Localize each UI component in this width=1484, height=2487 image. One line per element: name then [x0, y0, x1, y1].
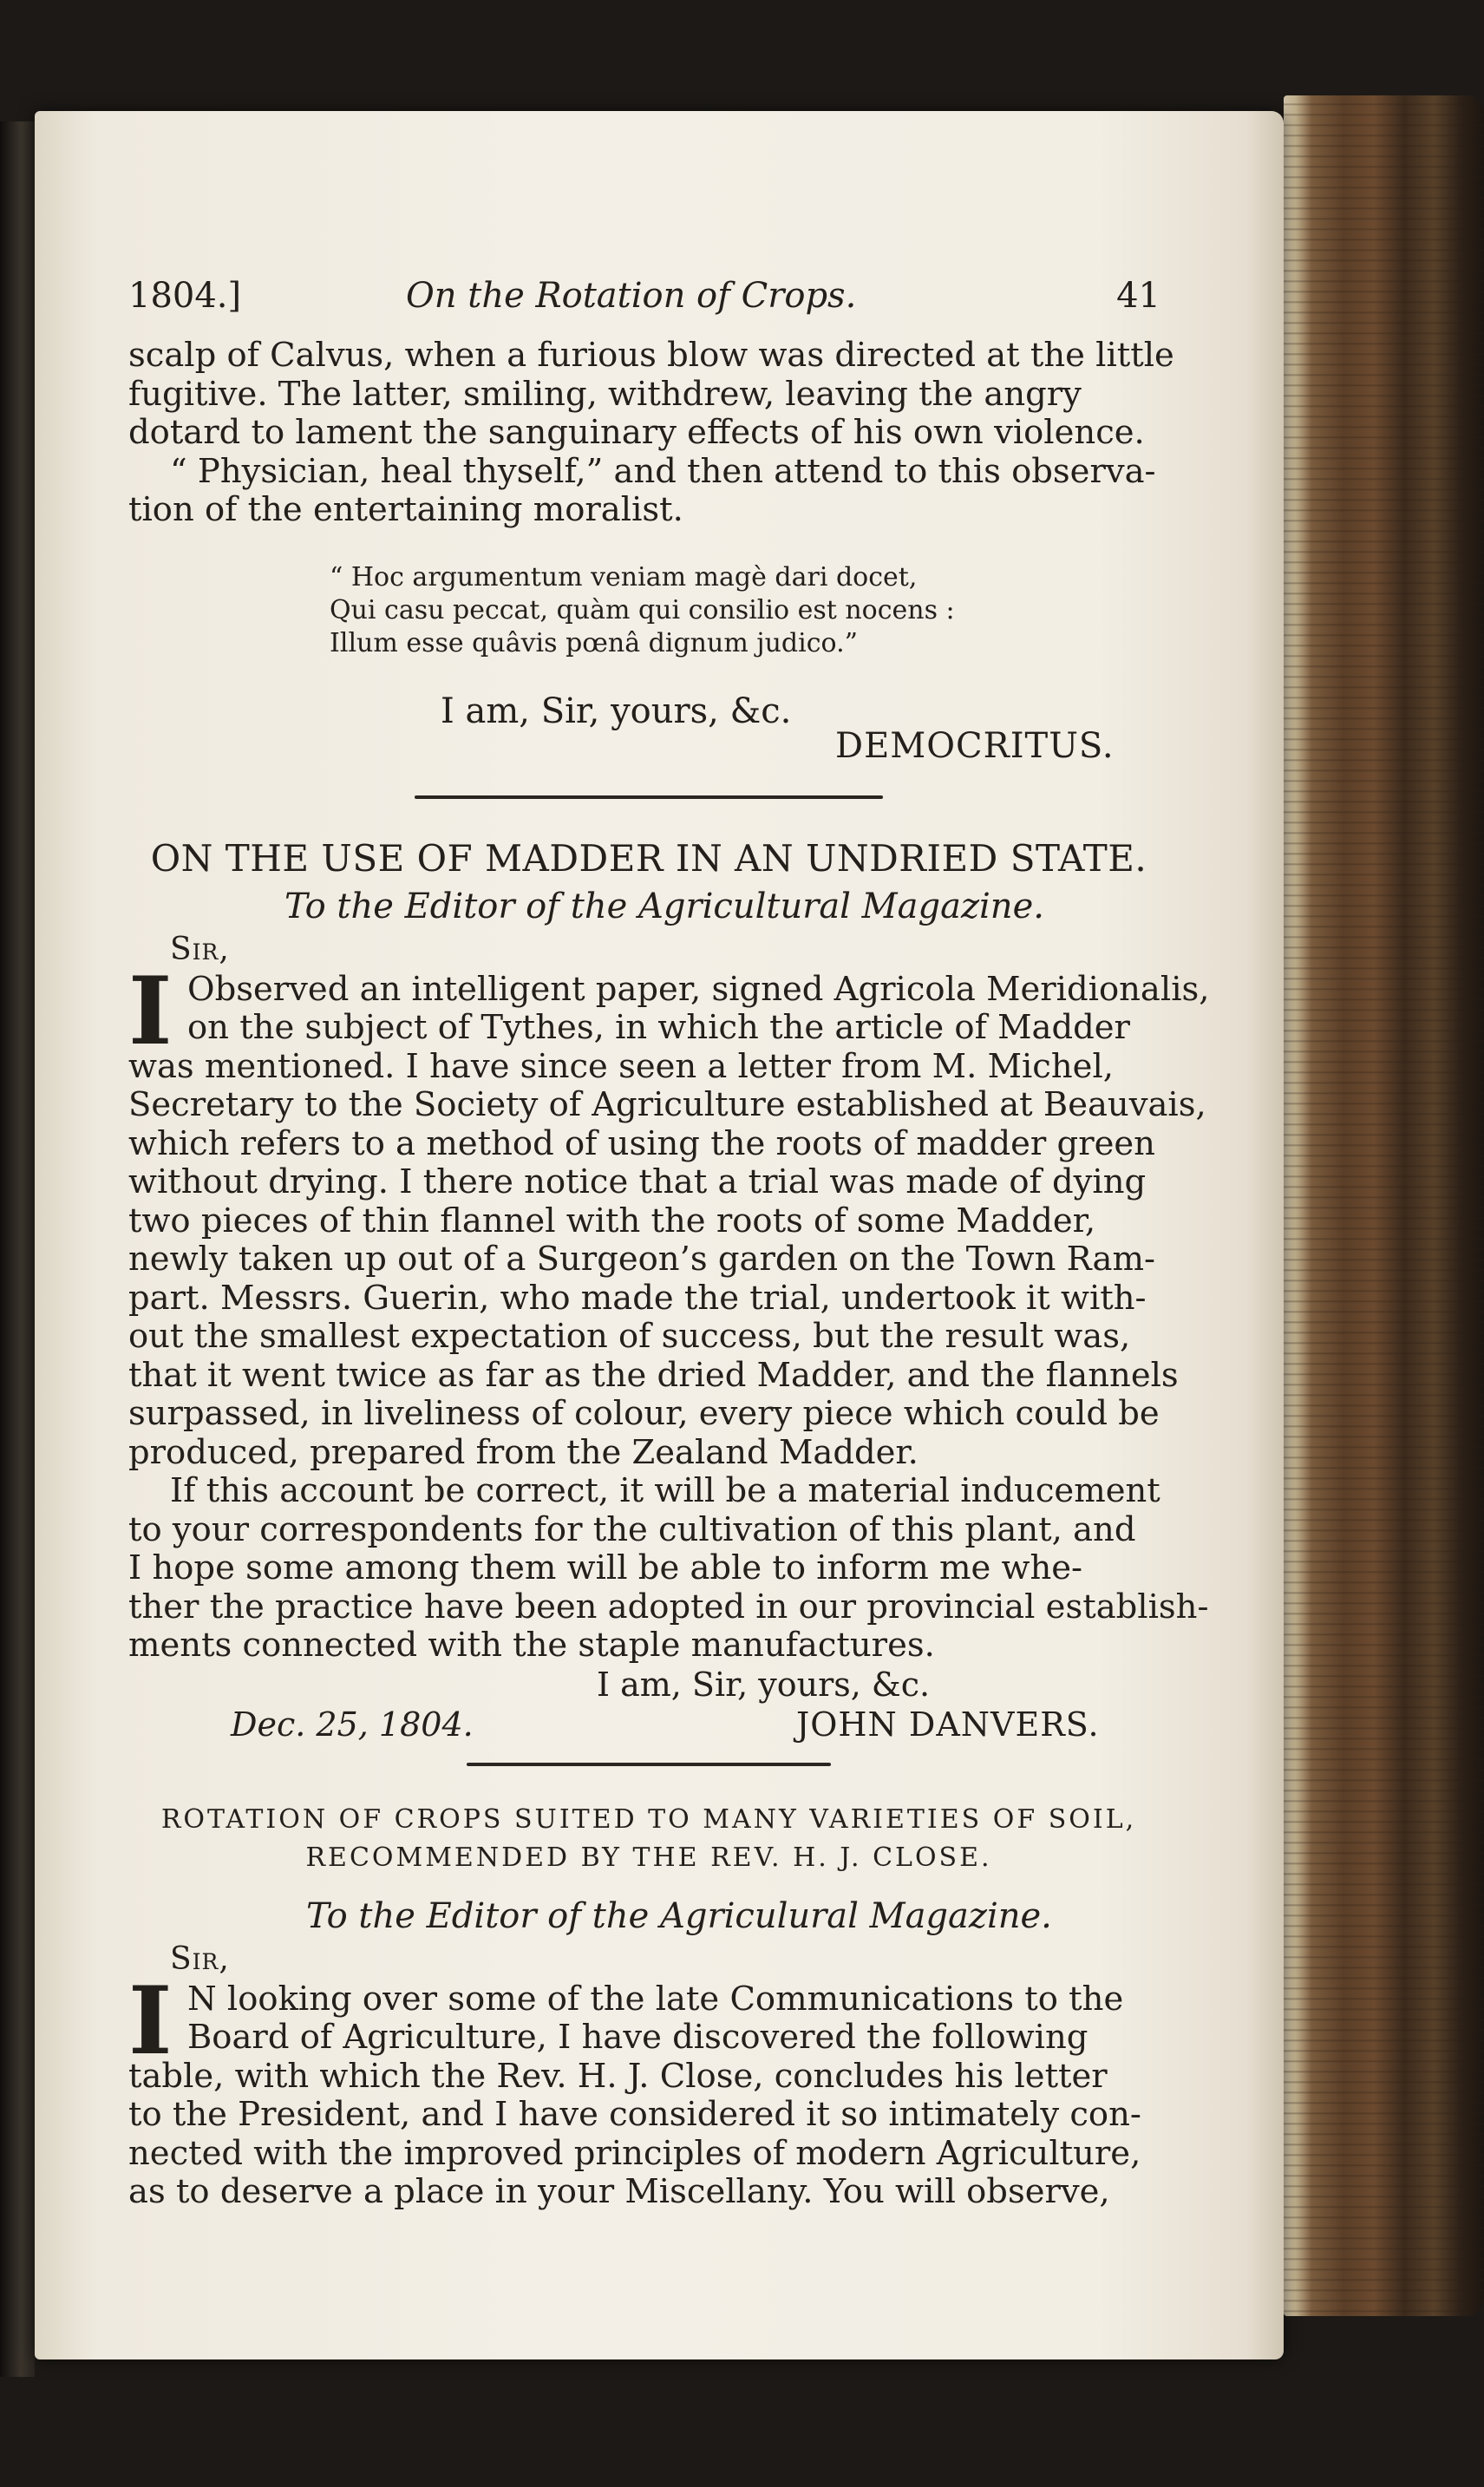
- ornamental-rule: [467, 1763, 831, 1766]
- quote-line: Qui casu peccat, quàm qui consilio est nocens :: [330, 594, 955, 625]
- text-line: ther the practice have been adopted in our provincial establish-: [128, 1587, 1209, 1626]
- salutation: Sir,: [170, 931, 230, 967]
- text-line: Secretary to the Society of Agriculture established at Beauvais,: [128, 1085, 1206, 1124]
- to-editor-line: To the Editor of the Agricultural Magazine.: [284, 886, 1044, 926]
- closing-text: I am, Sir, yours, &c.: [597, 1665, 931, 1704]
- text-line: surpassed, in liveliness of colour, every piece which could be: [128, 1394, 1160, 1433]
- text-line: to your correspondents for the cultivation of this plant, and: [128, 1509, 1136, 1549]
- text-line: that it went twice as far as the dried Madder, and the flannels: [128, 1355, 1179, 1395]
- heading-line: ROTATION OF CROPS SUITED TO MANY VARIETIES OF SOIL,: [160, 1803, 1137, 1835]
- paragraph: [128, 2058, 1169, 2212]
- text-line: out the smallest expectation of success, but the result was,: [128, 1317, 1131, 1356]
- page-content: [128, 276, 1210, 2212]
- salutation: Sir,: [170, 1941, 230, 1977]
- date-text: Dec. 25, 1804.: [231, 1705, 474, 1744]
- text-line: part. Messrs. Guerin, who made the trial, undertook it with-: [128, 1278, 1147, 1318]
- text-line: ments connected with the staple manufactures.: [128, 1626, 935, 1665]
- text-line: “ Physician, heal thyself,” and then attend to this observa-: [170, 451, 1156, 491]
- text-line: nected with the improved principles of modern Agriculture,: [128, 2133, 1141, 2173]
- drop-cap: I: [128, 956, 173, 1066]
- text-line: fugitive. The latter, smiling, withdrew, leaving the angry: [128, 374, 1082, 414]
- text-line: table, with which the Rev. H. J. Close, concludes his letter: [128, 2056, 1108, 2096]
- article-heading-madder: ON THE USE OF MADDER IN AN UNDRIED STATE.: [150, 836, 1147, 880]
- signoff-democritus: [128, 691, 1169, 773]
- text-line: If this account be correct, it will be a material inducement: [170, 1471, 1160, 1510]
- text-line: two pieces of thin flannel with the roots of some Madder,: [128, 1201, 1096, 1240]
- quote-line: Illum esse quâvis pœnâ dignum judico.”: [330, 627, 858, 658]
- running-head: [128, 276, 1169, 337]
- intro-paragraph: [128, 336, 1174, 530]
- text-line: to the President, and I have considered it so intimately con-: [128, 2095, 1141, 2134]
- scan-background-left: [0, 121, 35, 2377]
- paragraph-2: [128, 1471, 1209, 1666]
- page-number: 41: [1116, 276, 1160, 316]
- madder-body: [128, 956, 1210, 1666]
- article-heading-rotation: [128, 1801, 1169, 1877]
- book-page: [35, 111, 1284, 2359]
- rotation-body: [128, 1966, 1169, 2212]
- text-line: on the subject of Tythes, in which the article of Madder: [187, 1008, 1130, 1047]
- ornamental-rule: [415, 795, 883, 799]
- author-name: JOHN DANVERS.: [796, 1705, 1100, 1744]
- text-line: Observed an intelligent paper, signed Agricola Meridionalis,: [187, 969, 1210, 1009]
- text-line: dotard to lament the sanguinary effects of his own violence.: [128, 413, 1145, 452]
- text-line: produced, prepared from the Zealand Madder.: [128, 1432, 919, 1472]
- text-line: as to deserve a place in your Miscellany. You will observe,: [128, 2172, 1110, 2211]
- heading-line: RECOMMENDED BY THE REV. H. J. CLOSE.: [305, 1842, 992, 1873]
- latin-quote: [330, 561, 1169, 660]
- text-line: I hope some among them will be able to inform me whe-: [128, 1548, 1083, 1587]
- text-line: Board of Agriculture, I have discovered the following: [187, 2018, 1088, 2057]
- book-page-edges: [1284, 95, 1484, 2316]
- signoff-danvers: [128, 1666, 1169, 1744]
- text-line: without drying. I there notice that a trial was made of dying: [128, 1162, 1147, 1201]
- quote-line: “ Hoc argumentum veniam magè dari docet,: [330, 561, 918, 592]
- text-line: which refers to a method of using the roots of madder green: [128, 1123, 1155, 1163]
- text-line: scalp of Calvus, when a furious blow was directed at the little: [128, 336, 1174, 375]
- drop-cap: I: [128, 1966, 173, 2076]
- text-line: N looking over some of the late Communications to the: [187, 1979, 1124, 2019]
- to-editor-line: To the Editor of the Agriculural Magazine.: [306, 1895, 1052, 1936]
- author-name: DEMOCRITUS.: [835, 725, 1115, 766]
- text-line: tion of the entertaining moralist.: [128, 490, 683, 529]
- running-head-year: 1804.]: [128, 276, 242, 316]
- paragraph-1: [128, 1046, 1206, 1473]
- text-line: newly taken up out of a Surgeon’s garden on the Town Ram-: [128, 1240, 1156, 1279]
- running-head-title: On the Rotation of Crops.: [406, 276, 857, 316]
- text-line: was mentioned. I have since seen a letter from M. Michel,: [128, 1046, 1114, 1086]
- letter-date: [231, 1705, 474, 1744]
- closing-text: I am, Sir, yours, &c.: [441, 690, 792, 731]
